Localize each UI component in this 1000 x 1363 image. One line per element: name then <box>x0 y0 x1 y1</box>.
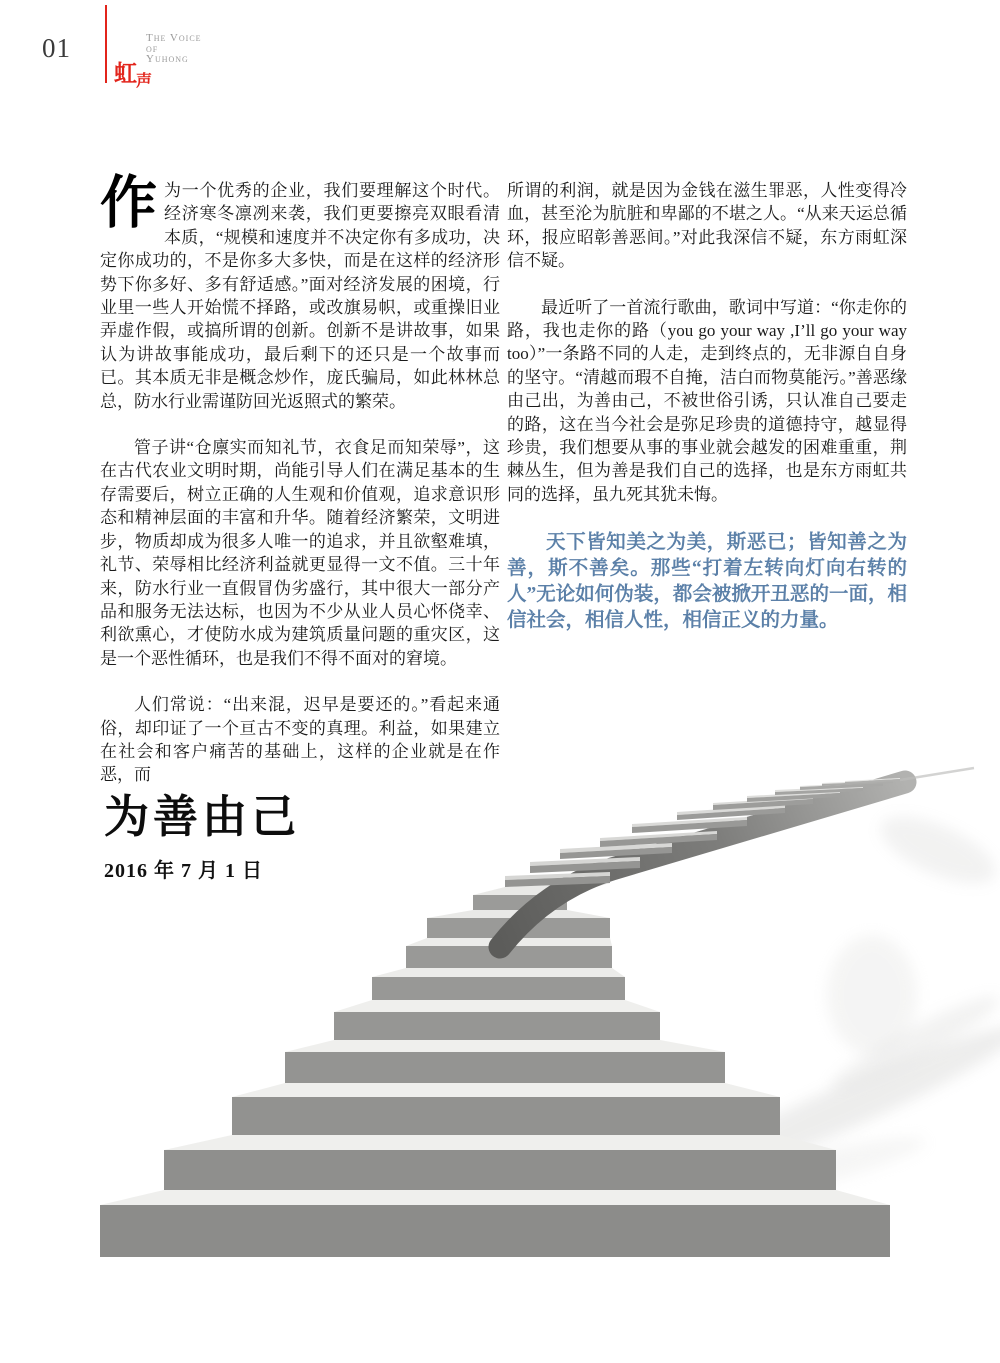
logo-char-sheng: 声 <box>136 73 153 90</box>
paragraph-1 <box>100 172 500 413</box>
article-date: 2016 年 7 月 1 日 <box>104 860 263 882</box>
page-number: 01 <box>42 33 71 63</box>
article-column-right <box>507 179 907 633</box>
paragraph-3: 人们常说：“出来混，迟早是要还的。”看起来通俗，却印证了一个亘古不变的真理。利益，如果建立在社会和客户痛苦的基础上，这样的企业就是在作恶，而 <box>100 695 500 785</box>
masthead-rule <box>105 5 107 83</box>
logo-char-hong: 虹 <box>114 61 137 86</box>
article-title: 为善由己 <box>104 792 301 842</box>
masthead-english <box>146 33 202 65</box>
paragraph-6-highlight: 天下皆知美之为美，斯恶已；皆知善之为善，斯不善矣。那些“打着左转向灯向右转的人”无论如何伪装，都会被掀开丑恶的一面，相信社会，相信人性，相信正义的力量。 <box>507 532 907 631</box>
article-title-block <box>104 780 300 883</box>
article-column-left <box>100 172 500 787</box>
masthead-line3: Yuhong <box>146 53 189 65</box>
paragraph-1-text: 为一个优秀的企业，我们要理解这个时代。经济寒冬凛冽来袭，我们更要擦亮双眼看清本质，“规模和速度并不决定你有多成功，决定你成功的，不是你多大多快，而是在这样的经济形势下你多好、多有舒适感。”面对经济发展的困境，行业里一些人开始慌不择路，或改旗易帜，或重操旧业弄虚作假，或搞所谓的创新。创新不是讲故事，如果认为讲故事能成功，最后剩下的还只是一个故事而已。其本质无非是概念炒作，庞氏骗局，如此林林总总，防水行业需谨防回光返照式的繁荣。 <box>100 181 500 411</box>
paragraph-2: 管子讲“仓廪实而知礼节，衣食足而知荣辱”，这在古代农业文明时期，尚能引导人们在满足基本的生存需要后，树立正确的人生观和价值观，追求意识形态和精神层面的丰富和升华。随着经济繁荣，文明进步，物质却成为很多人唯一的追求，并且欲壑难填，礼节、荣辱相比经济利益就更显得一文不值。三十年来，防水行业一直假冒伪劣盛行，其中很大一部分产品和服务无法达标，也因为不少从业人员心怀侥幸、利欲熏心，才使防水成为建筑质量问题的重灾区，这是一个恶性循环，也是我们不得不面对的窘境。 <box>100 438 500 668</box>
paragraph-4: 所谓的利润，就是因为金钱在滋生罪恶，人性变得冷血，甚至沦为肮脏和卑鄙的不堪之人。“从来天运总循环，报应昭彰善恶间。”对此我深信不疑，东方雨虹深信不疑。 <box>507 181 907 271</box>
drop-cap: 作 <box>100 172 157 235</box>
masthead-line2: of <box>146 42 159 55</box>
paragraph-5: 最近听了一首流行歌曲，歌词中写道：“你走你的路，我也走你的路（you go your way ,I’ll go your way too）”一条路不同的人走，走到终点的，无非源自自身的坚守。“清越而瑕不自掩，洁白而物莫能污。”善恶缘由己出，为善由己，不被世俗引诱，只认准自己要走的路，这在当今社会是弥足珍贵的道德持守，越显得珍贵，我们想要从事的事业就会越发的困难重重，荆棘丛生，但为善是我们自己的选择，也是东方雨虹共同的选择，虽九死其犹未悔。 <box>507 297 907 504</box>
masthead-line1: The Voice <box>146 32 202 44</box>
